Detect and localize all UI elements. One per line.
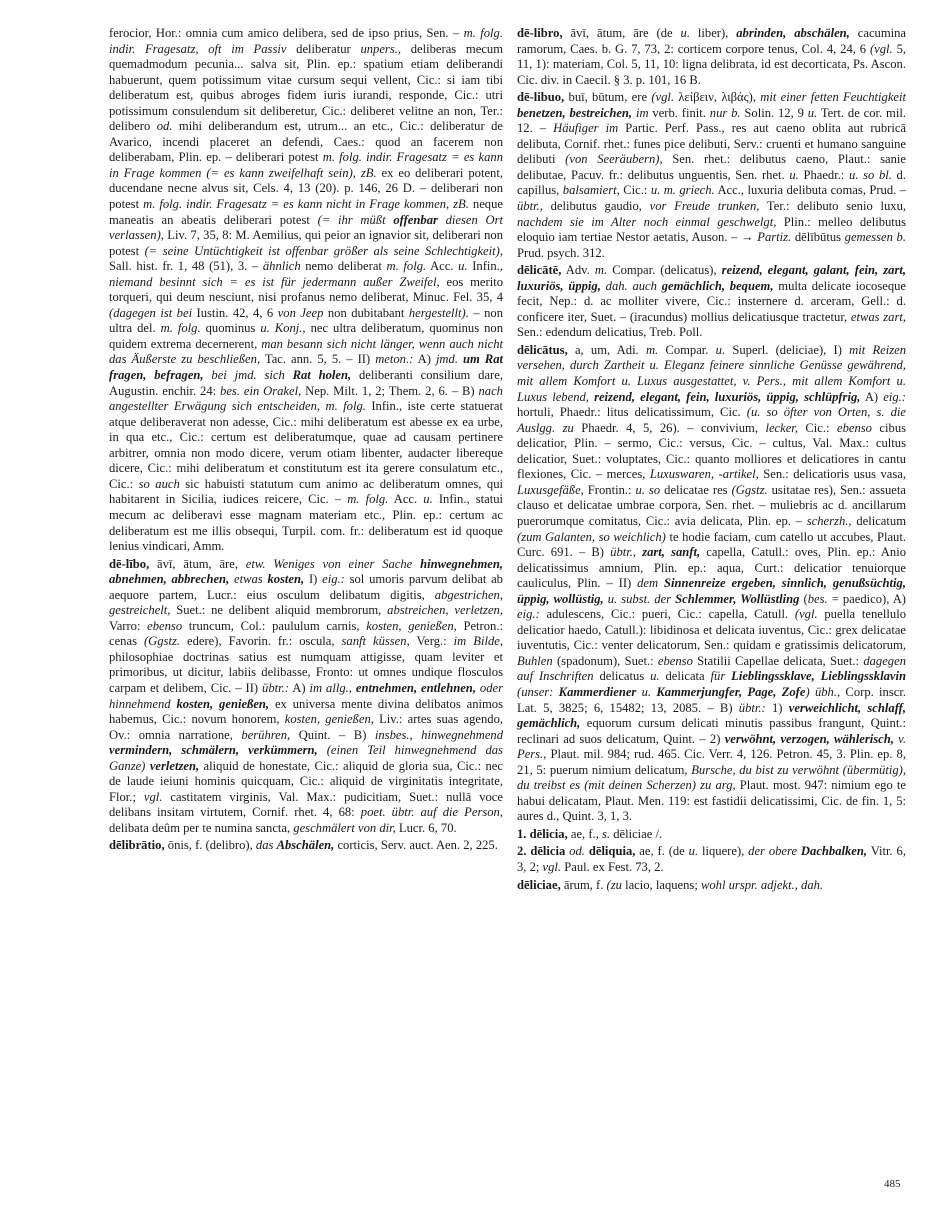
entry-body: āvī, ātum, āre (de u. liber), abrinden, abschälen, cacumina ramorum, Caes. b. G. 7, 73, 2: corticem corpore tenus, Col. 4, 24, 6 (vgl. 5, 11, 1): materiam, Col. 5, 11, 10: ligna delibrata, id est decorticata, Ps. Ascon. Cic. div. in Caecil. § 3. p. 101, 16 B. [517, 26, 907, 87]
entry-body: ōnis, f. (delibro), das Abschälen, corticis, Serv. auct. Aen. 2, 225. [164, 838, 498, 853]
dictionary-entry [109, 557, 503, 837]
entry-body: ae, f., s. dēliciae /. [567, 826, 663, 841]
entry-body: ferocior, Hor.: omnia cum amico delibera, sed de ipso prius, Sen. – m. folg. indir. Fragesatz, oft im Passiv deliberatur unpers., deliberas mecum quemadmodum pecunia... salva sit, Plin. ep.: spatium etiam deliberandi habuerunt, quem potissimum vitae cursum sequi vellent, Cic.: si iam tibi deliberatum est, quibus abroges fidem iuris iurandi, responde, Cic.: utri potissimum consulendum sit deliberetur, Cic.: deliberet velitne an non, Ter.: delibero od. mihi deliberandum est, utrum... an etc., Cic.: deliberatur de Avarico, incendi placeret an defendi, Caes.: quod an facerem non deliberabam, Plin. ep. – deliberari potest m. folg. indir. Fragesatz = es kann in Frage kommen (= es kann zweifelhaft sein), zB. ex eo deliberari potent, ducendane necne alvus sit, Cels. 4, 13 (20). p. 146, 26 D. – deliberari non potest m. folg. indir. Fragesatz = es kann nicht in Frage kommen, zB. neque maneatis an abeatis deliberari potest (= ihr müßt offenbar diesen Ort verlassen), Liv. 7, 35, 8: M. Aemilius, qui peior an ignavior sit, deliberari non potest (= seine Untüchtigkeit ist offenbar größer als seine Schlechtigkeit), Sall. hist. fr. 1, 48 (51), 3. – ähnlich nemo deliberat m. folg. Acc. u. Infin., niemand besinnt sich = es ist für jedermann außer Zweifel, eos merito torqueri, qui deum nesciunt, nisi profanus nemo deliberat, Minuc. Fel. 35, 4 (dagegen ist bei Iustin. 42, 4, 6 von Jeep non dubitabant hergestellt). – non ultra del. m. folg. quominus u. Konj., nec ultra deliberatum, quominus non quidem extrema decernerent, man besann sich nicht länger, wenn auch nicht das Äußerste zu beschließen, Tac. ann. 5, 5. – II) meton.: A) jmd. um Rat fragen, befragen, bei jmd. sich Rat holen, deliberanti consilium dare, Augustin. enchir. 24: bes. ein Orakel, Nep. Milt. 1, 2; Them. 2, 6. – B) nach angestellter Erwägung sich entscheiden, m. folg. Infin., iste certe statuerat atque deliberaverat non adesse, Cic.: mihi deliberatum est abesse ex ea urbe, in qua etc., Cic.: certum est deliberatumque, quae ad causam pertinere arbitrer, omnia non modo dicere, verum otiam libenter, audacter libereque dicere, Cic.: mihi deliberatum et constitutum est ita gerere consulatum etc., Cic.: so auch sic habuisti statutum cum animo ac deliberatum omnes, qui habitarent in Sicilia, iudices reicere, Cic. – m. folg. Acc. u. Infin., statui mecum ac deliberavi esse magnam materiam etc., Plin. ep.: certum ac deliberatum est me illis obsequi, Turpil. com. fr.: deliberatum est id quoque lenius vindicari, Amm. [109, 26, 504, 554]
entry-lemma: dē-libro, [517, 26, 563, 40]
entry-lemma: dēlicātus, [517, 342, 568, 357]
right-column [517, 26, 906, 895]
dictionary-entry [517, 90, 906, 261]
entry-lemma: 2. dēlicia [517, 844, 566, 859]
dictionary-entry [517, 878, 906, 894]
entry-lemma: dēlicātē, [517, 263, 562, 278]
entry-body: ārum, f. (zu lacio, laquens; wohl urspr. adjekt., dah. [560, 877, 824, 892]
entry-body: od. dēliquia, ae, f. (de u. liquere), der obere Dachbalken, Vitr. 6, 3, 2; vgl. Paul. ex Fest. 73, 2. [517, 844, 907, 874]
dictionary-entry [517, 26, 906, 88]
entry-lemma: dē-lībo, [109, 556, 150, 571]
dictionary-entry [517, 844, 906, 875]
entry-body: buī, būtum, ere (vgl. λείβειν, λιβάς), mit einer fetten Feuchtigkeit benetzen, bestreichen, im verb. finit. nur b. Solin. 12, 9 u. Tert. de cor. mil. 12. – Häufiger im Partic. Perf. Pass., res aut caeno oblita aut rubricā delibuta, Cornif. rhet.: funes pice delibuti, Serv.: cruenti et humano sanguine delibuti (von Seeräubern), Sen. rhet.: delibutus caeno, Plaut.: sanie delibutae, Pacuv. fr.: delibutus unguentis, Sen. rhet. u. Phaedr.: u. so bl. d. capillus, balsamiert, Cic.: u. m. griech. Acc., luxuria delibuta comas, Prud. – übtr., delibutus gaudio, vor Freude trunken, Ter.: delibuto senio luxu, nachdem sie im Alter noch einmal geschwelgt, Plin.: melleo delibutus eloquio iam tertiae Nestor aetatis, Auson. – → Partiz. dēlībūtus gemessen b. Prud. psych. 312. [517, 90, 907, 260]
dictionary-entry [517, 827, 906, 843]
dictionary-entry [109, 838, 503, 854]
left-column [109, 26, 503, 856]
entry-lemma: dēliciae, [517, 877, 561, 892]
dictionary-entry [517, 343, 906, 825]
entry-body: a, um, Adi. m. Compar. u. Superl. (deliciae), I) mit Reizen versehen, durch Zartheit u. Eleganz feinere sinnliche Genüsse gewährend, mit allem Komfort u. Luxus ausgestattet, v. Pers., mit allem Komfort u. Luxus lebend, reizend, elegant, fein, luxuriös, üppig, schlüpfrig, A) eig.: hortuli, Phaedr.: litus delicatissimum, Cic. (u. so öfter von Orten, s. die Auslgg. zu Phaedr. 4, 5, 26). – convivium, lecker, Cic.: ebenso cibus delicatior, Plin. – sermo, Cic.: versus, Cic. – cultus, Val. Max.: cultus delicatior, Suet.: voluptates, Cic.: quanto molliores et delicatiores in cantu flexiones, Cic. – merces, Luxuswaren, -artikel, Sen.: delicatioris usus vasa, Luxusgefäße, Frontin.: u. so delicatae res (Ggstz. usitatae res), Sen.: assueta clauso et delicatae umbrae corpora, Sen. rhet. – muliebris ac d. ancillarum puerorumque comitatus, Cic.: avia delicata, Plin. ep. – scherzh., delicatum (zum Galanten, so weichlich) te hodie faciam, cum catello ut accubes, Plaut. Curc. 691. – B) übtr., zart, sanft, capella, Catull.: oves, Plin. ep.: Anio delicatissimus amnium, Plin. ep.: aqua, Curt.: delicatior tenuiorque cauliculus, Plin. – II) dem Sinnenreize ergeben, sinnlich, genußsüchtig, üppig, wollüstig, u. subst. der Schlemmer, Wollüstling (bes. = paedico), A) eig.: adulescens, Cic.: pueri, Cic.: capella, Catull. (vgl. puella tenellulo delicatior haedo, Catull.): libidinosa et delicata iuventus, Cic.: grex delicatae iuventutis, Cic.: venter delicatorum, Sen.: quidam e gratissimis delicatorum, Buhlen (spadonum), Suet.: ebenso Statilii Capellae delicata, Suet.: dagegen auf Inschriften delicatus u. delicata für Lieblingssklave, Lieblingssklavin (unser: Kammerdiener u. Kammerjungfer, Page, Zofe) übh., Corp. inscr. Lat. 5, 3825; 6, 15482; 13, 2085. – B) übtr.: 1) verweichlicht, schlaff, gemächlich, equorum cursum delicati minutis passibus frangunt, Quint.: reclinari ad suos delicatum, Quint. – 2) verwöhnt, verzogen, wählerisch, v. Pers., Plaut. mil. 984; rud. 465. Cic. Verr. 4, 126. Petron. 45, 3. Plin. ep. 8, 21, 5: puerum nimium delicatum, Bursche, du bist zu verwöhnt (übermütig), du treibst es (mit deinen Scherzen) zu arg, Plaut. most. 947: nimium ego te habui delicatam, Plaut. Men. 119: est fastidii delicatissimi, Cic. de fin. 1, 5: aures d., Quint. 3, 1, 3. [517, 342, 907, 824]
entry-lemma: dēlibrātio, [109, 838, 165, 853]
page-number: 485 [884, 1178, 901, 1190]
entry-body: āvī, ātum, āre, etw. Weniges von einer Sache hinwegnehmen, abnehmen, abbrechen, etwas kosten, I) eig.: sol umoris parvum delibat ab aequore partem, Lucr.: eius osculum delibatum digitis, abgestrichen, gestreichelt, Suet.: ne delibent aliquid membrorum, abstreichen, verletzen, Varro: ebenso truncum, Col.: paululum carnis, kosten, genießen, Petron.: cenas (Ggstz. edere), Favorin. fr.: oscula, sanft küssen, Verg.: im Bilde, philosophiae doctrinas satius est numquam attigisse, quam leviter et primoribus, ut dicitur, labiis delibasse, Fronto: ut omnes undique flosculos carpam et delibem, Cic. – II) übtr.: A) im allg., entnehmen, entlehnen, oder hinnehmend kosten, genießen, ex universa mente divina delibatos animos habemus, Cic.: novum honorem, kosten, genießen, Liv.: artes suas agendo, Ov.: omnia narratione, berühren, Quint. – B) insbes., hinwegnehmend vermindern, schmälern, verkümmern, (einen Teil hinwegnehmend das Ganze) verletzen, aliquid de honestate, Cic.: aliquid de gloria sua, Cic.: nec de laude ieiuni hominis quicquam, Cic.: aliquid de virginitatis integritate, Flor.; vgl. castitatem virginis, Val. Max.: pudicitiam, Suet.: nullā voce delibans insitam virtutem, Cornif. rhet. 4, 68: poet. übtr. auf die Person, delibata deûm per te numina sancta, geschmälert von dir, Lucr. 6, 70. [109, 556, 504, 835]
entry-lemma: dē-libuo, [517, 90, 565, 105]
entry-lemma: 1. dēlicia, [517, 826, 568, 841]
entry-body: Adv. m. Compar. (delicatus), reizend, elegant, galant, fein, zart, luxuriös, üppig, dah. auch gemächlich, bequem, multa delicate iocoseque fecit, Nep.: d. ac molliter vivere, Cic.: insternere d. arceram, Gell.: d. conficere iter, Suet. – (iracundus) mollius delicatiusque tractetur, etwas zart, Sen.: edendum delicatius, Treb. Poll. [517, 263, 907, 340]
dictionary-entry [109, 26, 503, 555]
dictionary-entry [517, 263, 906, 341]
